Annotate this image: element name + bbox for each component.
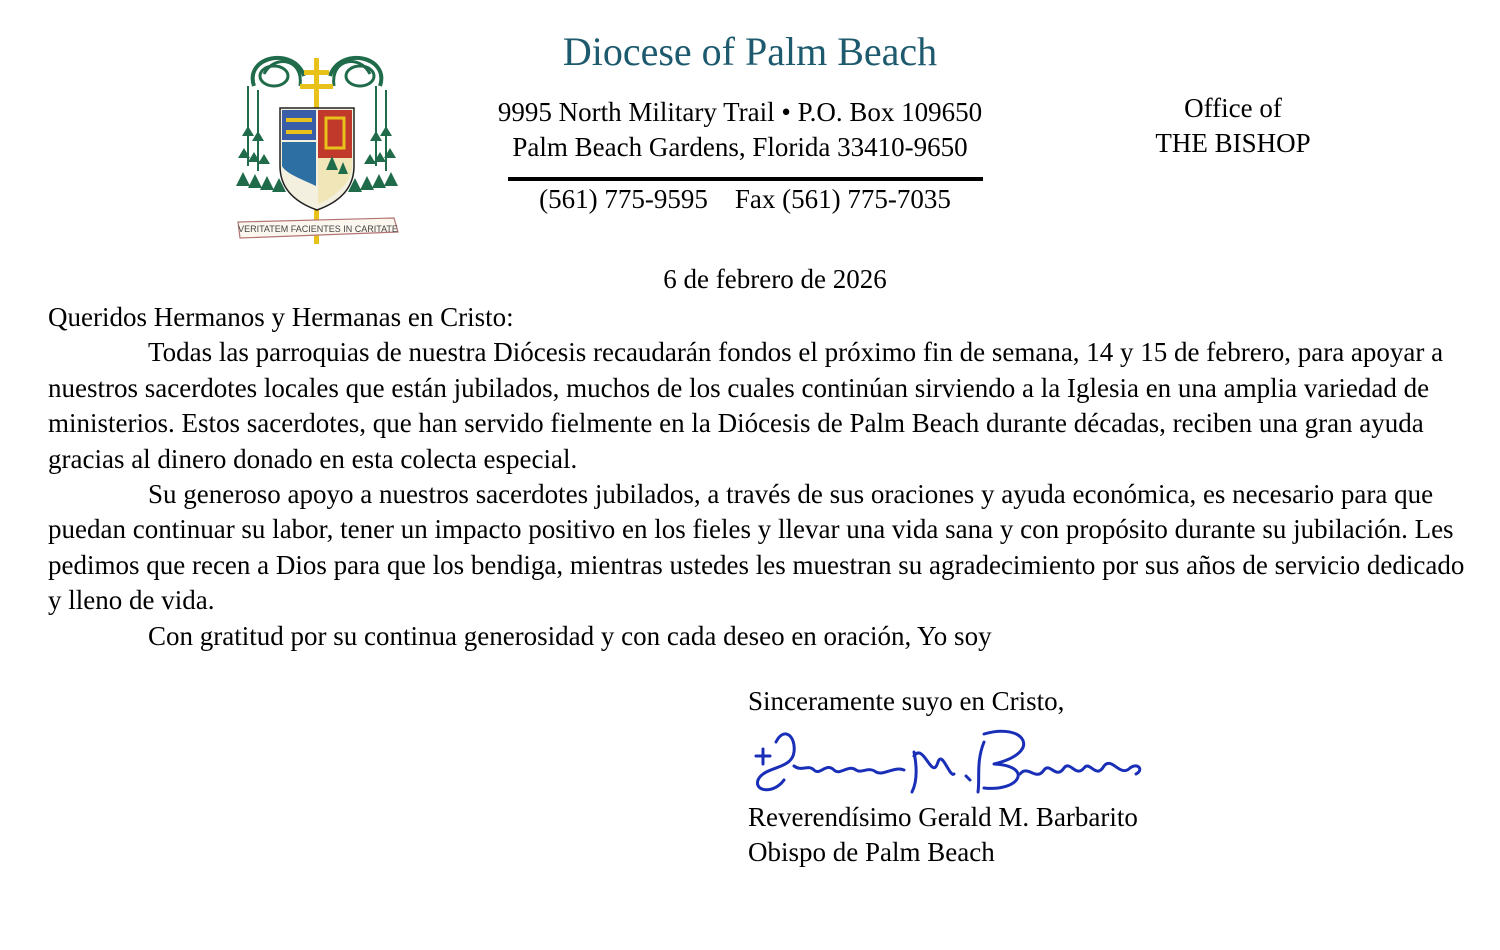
closing-line: Sinceramente suyo en Cristo, <box>748 686 1065 716</box>
coat-of-arms-crest <box>234 46 400 250</box>
letterhead-divider <box>508 177 983 181</box>
office-of-the-bishop <box>1120 91 1346 161</box>
salutation: Queridos Hermanos y Hermanas en Cristo: <box>48 302 514 332</box>
signer-title: Obispo de Palm Beach <box>748 837 995 867</box>
crest-motto: VERITATEM FACIENTES IN CARITATE <box>238 224 398 234</box>
paragraph-2: Su generoso apoyo a nuestros sacerdotes jubilados, a través de sus oraciones y ayuda económica, es necesario para que puedan continuar su labor, tener un impacto positivo en los fieles y llevar una vida sana y con propósito durante su jubilación. Les pedimos que recen a Dios para que los bendiga, mientras ustedes les muestran su agradecimiento por sus años de servicio dedicado y lleno de vida. <box>48 479 1465 616</box>
paragraph-3: Con gratitud por su continua generosidad y con cada deseo en oración, Yo soy <box>148 620 992 651</box>
address-line-2: Palm Beach Gardens, Florida 33410-9650 <box>512 132 968 162</box>
fax-number: Fax (561) 775-7035 <box>734 184 951 214</box>
diocese-title: Diocese of Palm Beach <box>562 29 938 74</box>
address-block <box>440 95 1040 165</box>
letter-body <box>48 300 1468 654</box>
handwritten-signature <box>744 722 1154 806</box>
phone-number: (561) 775-9595 <box>539 184 708 214</box>
signer-name: Reverendísimo Gerald M. Barbarito <box>748 802 1138 832</box>
letter-date: 6 de febrero de 2026 <box>663 264 887 294</box>
signer-block <box>748 800 1138 870</box>
office-line-2: THE BISHOP <box>1155 128 1311 158</box>
contact-numbers <box>500 182 990 216</box>
paragraph-1: Todas las parroquias de nuestra Diócesis recaudarán fondos el próximo fin de semana, 14 y 15 de febrero, para apoyar a nuestros sacerdotes locales que están jubilados, muchos de los cuales continúan sirviendo a la Iglesia en una amplia variedad de ministerios. Estos sacerdotes, que han servido fielmente en la Diócesis de Palm Beach durante décadas, reciben una gran ayuda gracias al dinero donado en esta colecta especial. <box>48 337 1444 474</box>
office-line-1: Office of <box>1184 93 1282 123</box>
address-line-1: 9995 North Military Trail • P.O. Box 109650 <box>497 97 983 127</box>
